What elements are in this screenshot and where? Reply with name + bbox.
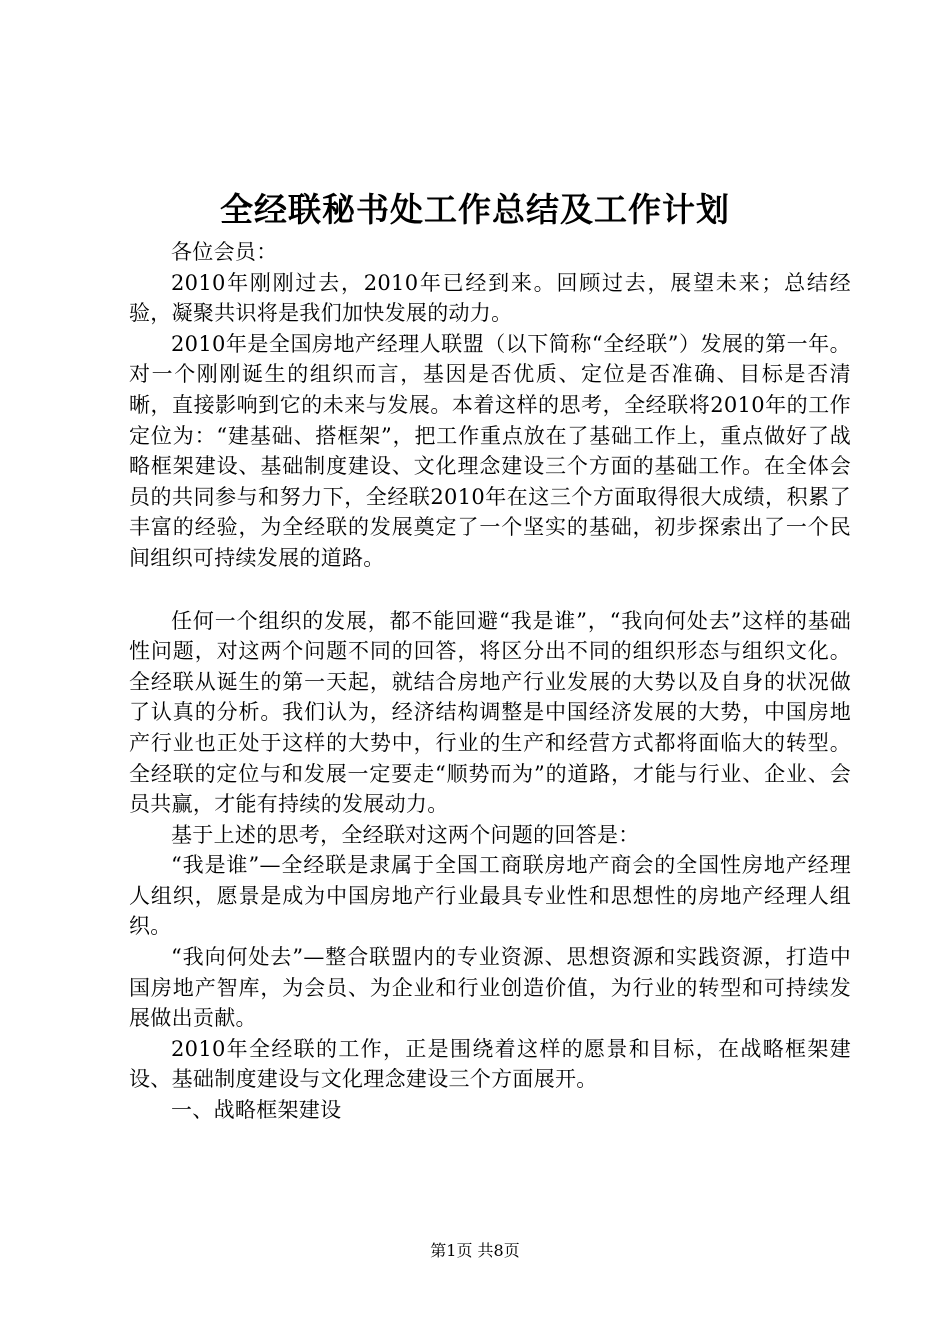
paragraph-1: 2010年刚刚过去，2010年已经到来。回顾过去，展望未来；总结经验，凝聚共识将是我们加快发展的动力。 (129, 270, 851, 326)
paragraph-3: 任何一个组织的发展，都不能回避“我是谁”，“我向何处去”这样的基础性问题，对这两个问题不同的回答，将区分出不同的组织形态与组织文化。全经联从诞生的第一天起，就结合房地产行业发展的大势以及自身的状况做了认真的分析。我们认为，经济结构调整是中国经济发展的大势，中国房地产行业也正处于这样的大势中，行业的生产和经营方式都将面临大的转型。全经联的定位与和发展一定要走“顺势而为”的道路，才能与行业、企业、会员共赢，才能有持续的发展动力。 (129, 608, 851, 817)
paragraph-2: 2010年是全国房地产经理人联盟（以下简称“全经联”）发展的第一年。对一个刚刚诞生的组织而言，基因是否优质、定位是否准确、目标是否清晰，直接影响到它的未来与发展。本着这样的思考，全经联将2010年的工作定位为：“建基础、搭框架”，把工作重点放在了基础工作上，重点做好了战略框架建设、基础制度建设、文化理念建设三个方面的基础工作。在全体会员的共同参与和努力下，全经联2010年在这三个方面取得很大成绩，积累了丰富的经验，为全经联的发展奠定了一个坚实的基础，初步探索出了一个民间组织可持续发展的道路。 (129, 331, 851, 570)
salutation: 各位会员： (171, 240, 278, 264)
paragraph-5: “我是谁”—全经联是隶属于全国工商联房地产商会的全国性房地产经理人组织，愿景是成为中国房地产行业最具专业性和思想性的房地产经理人组织。 (129, 853, 851, 939)
document-body (129, 237, 851, 1126)
paragraph-7: 2010年全经联的工作，正是围绕着这样的愿景和目标，在战略框架建设、基础制度建设与文化理念建设三个方面展开。 (129, 1036, 851, 1092)
paragraph-4: 基于上述的思考，全经联对这两个问题的回答是： (171, 822, 640, 847)
section-heading: 一、战略框架建设 (171, 1098, 342, 1123)
document-title: 全经联秘书处工作总结及工作计划 (220, 190, 730, 229)
page-footer: 第1页 共8页 (430, 1241, 520, 1260)
paragraph-6: “我向何处去”—整合联盟内的专业资源、思想资源和实践资源，打造中国房地产智库，为会员、为企业和行业创造价值，为行业的转型和可持续发展做出贡献。 (129, 945, 851, 1031)
